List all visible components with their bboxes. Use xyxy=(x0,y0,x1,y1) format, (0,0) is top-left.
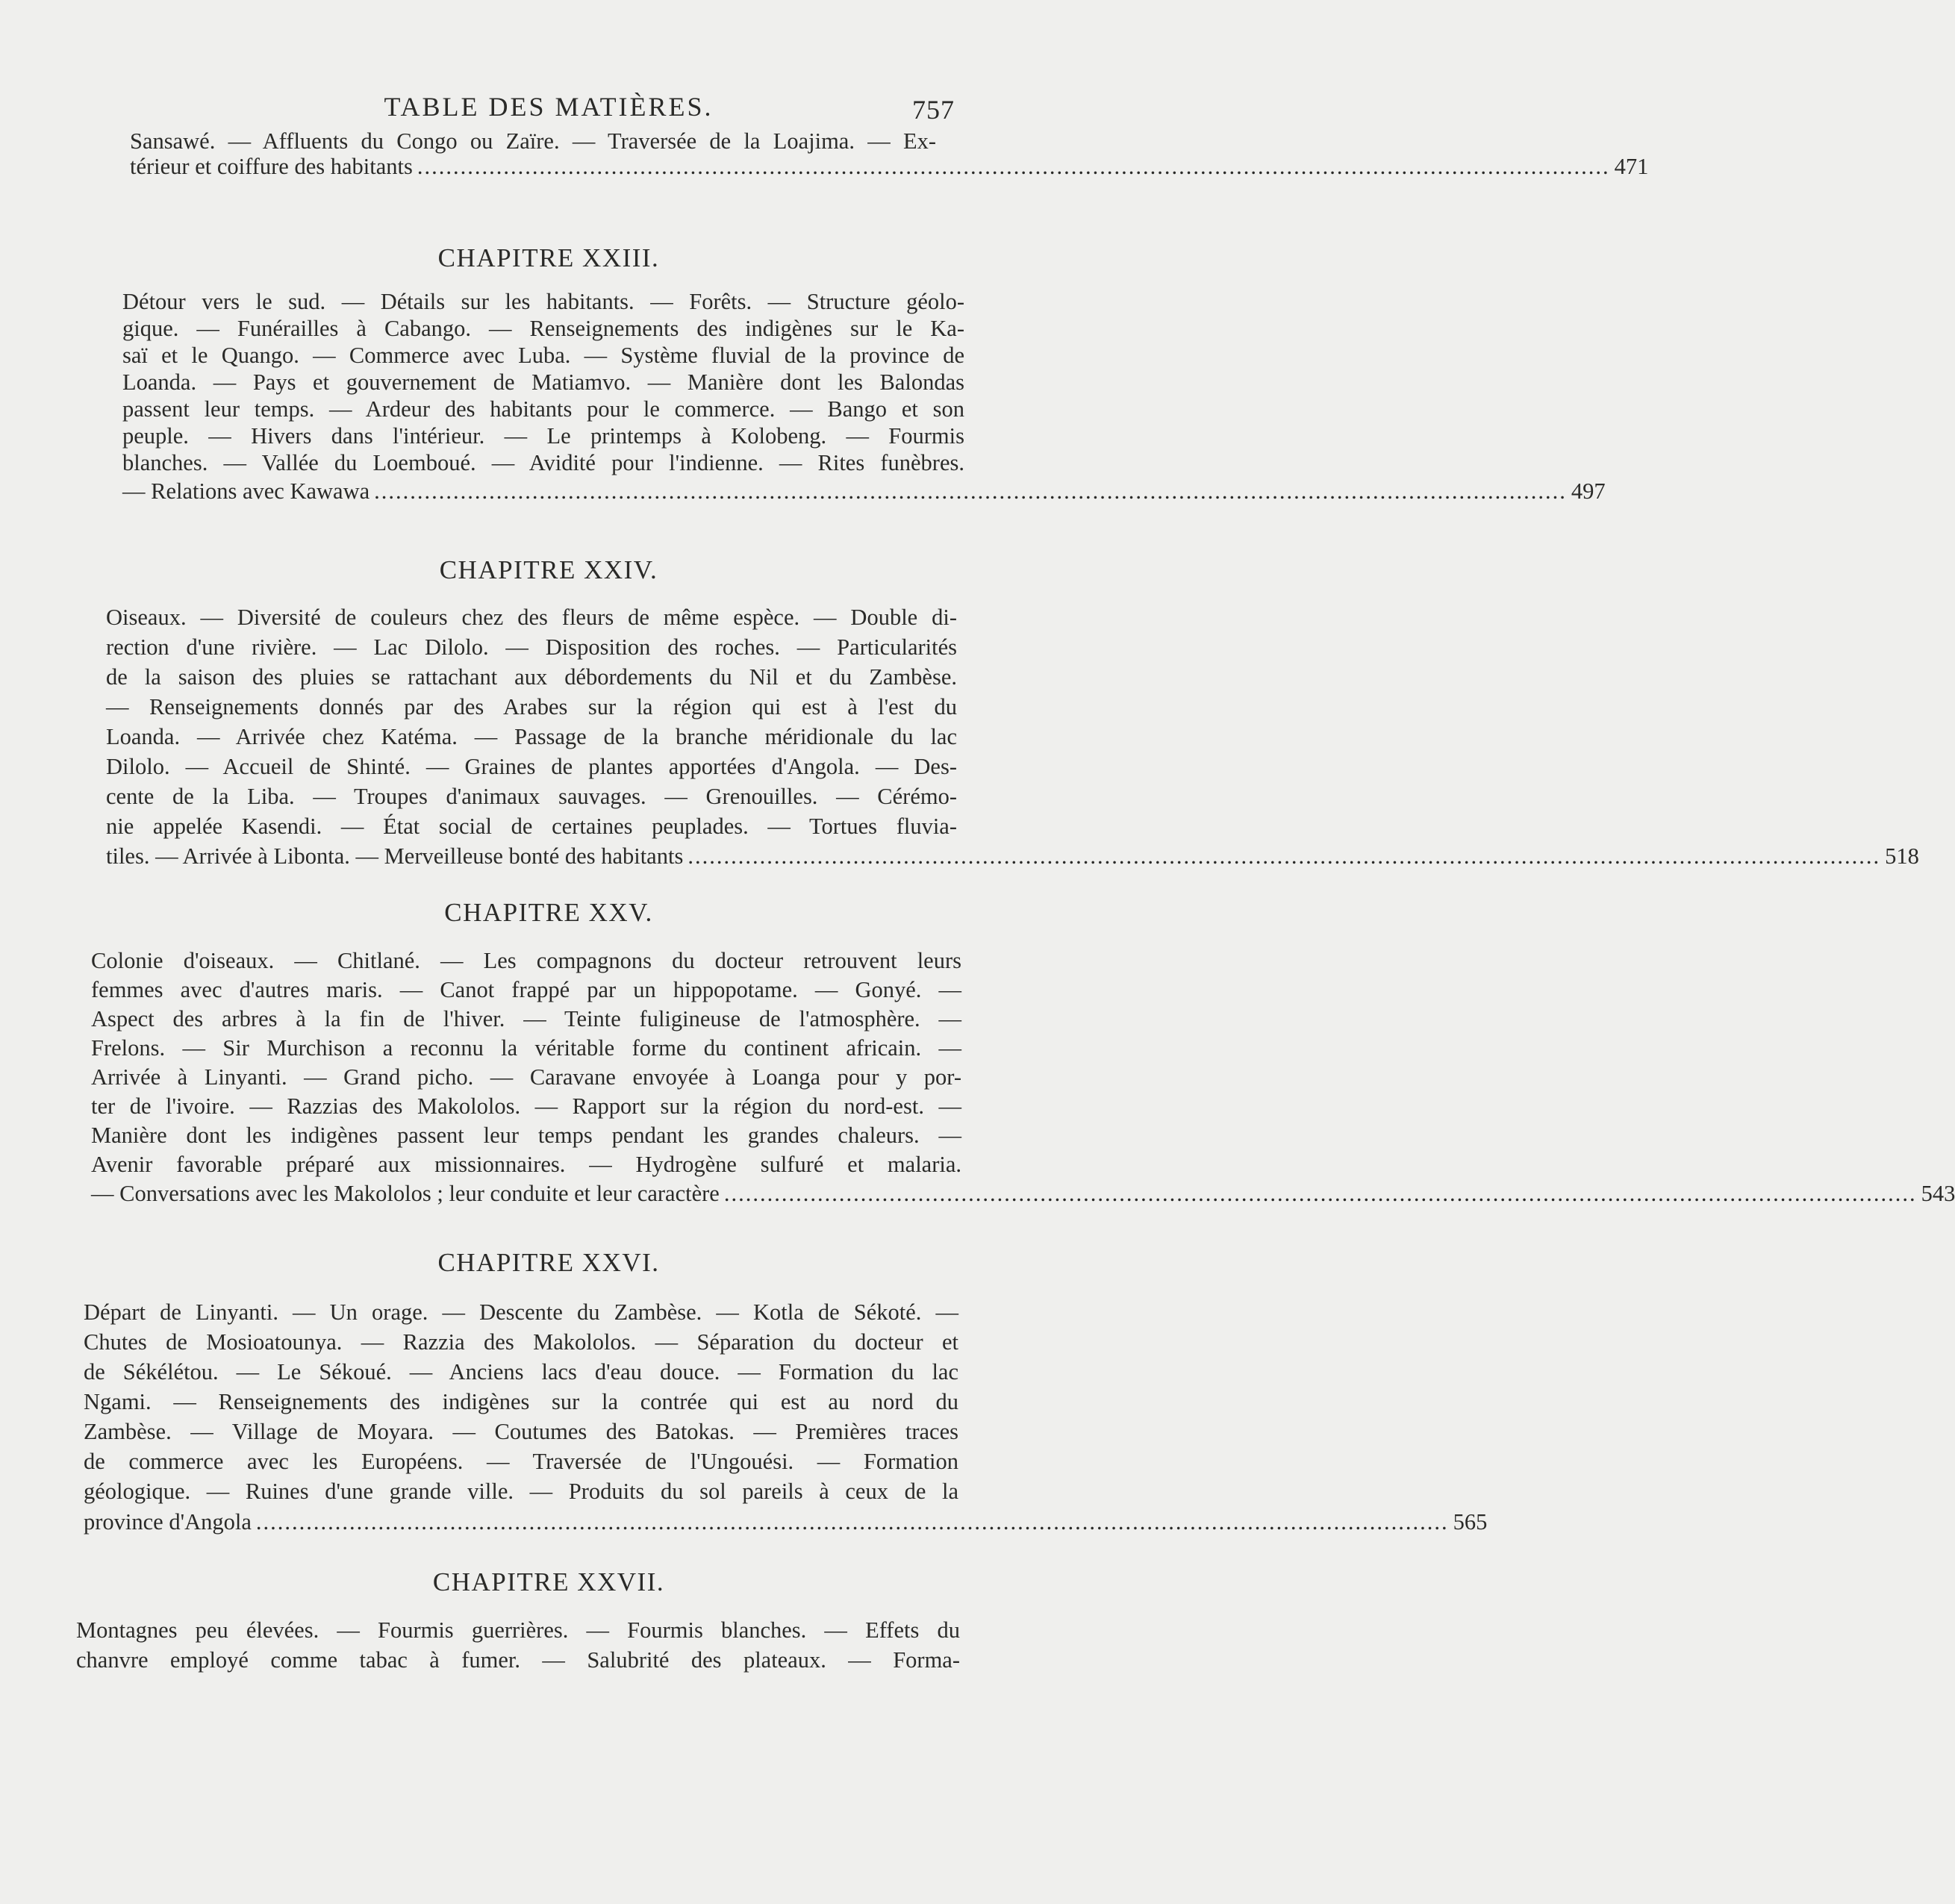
entry-line: Loanda. — Pays et gouvernement de Matiamvo. — Manière dont les Balondas xyxy=(122,369,964,395)
entry-line: gique. — Funérailles à Cabango. — Renseignements des indigènes sur le Ka- xyxy=(122,316,964,341)
entry-line: de la saison des pluies se rattachant aux débordements du Nil et du Zambèse. xyxy=(106,664,957,690)
entry-page-number: 565 xyxy=(1453,1509,1488,1535)
dot-leader: ...................................................................................................................................................................... xyxy=(374,478,1567,504)
entry-line: ter de l'ivoire. — Razzias des Makololos. — Rapport sur la région du nord-est. — xyxy=(91,1093,961,1119)
entry-line: Frelons. — Sir Murchison a reconnu la véritable forme du continent africain. — xyxy=(91,1035,961,1061)
entry-line: Montagnes peu élevées. — Fourmis guerrières. — Fourmis blanches. — Effets du xyxy=(76,1617,960,1643)
entry-line: nie appelée Kasendi. — État social de certaines peuplades. — Tortues fluvia- xyxy=(106,814,957,839)
dot-leader: ...................................................................................................................................................................... xyxy=(417,154,1610,179)
entry-line: Colonie d'oiseaux. — Chitlané. — Les compagnons du docteur retrouvent leurs xyxy=(91,948,961,973)
entry-line: Oiseaux. — Diversité de couleurs chez des fleurs de même espèce. — Double di- xyxy=(106,605,957,630)
entry-line: — Renseignements donnés par des Arabes sur la région qui est à l'est du xyxy=(106,694,957,720)
entry-last-line xyxy=(130,154,1649,180)
entry-last-line xyxy=(91,1181,1955,1207)
chapter-heading: CHAPITRE XXIII. xyxy=(437,243,660,272)
entry-line: Dilolo. — Accueil de Shinté. — Graines de plantes apportées d'Angola. — Des- xyxy=(106,754,957,779)
entry-line: de Sékélétou. — Le Sékoué. — Anciens lacs d'eau douce. — Formation du lac xyxy=(84,1359,958,1385)
entry-line: passent leur temps. — Ardeur des habitants pour le commerce. — Bango et son xyxy=(122,396,964,422)
chapter-heading: CHAPITRE XXV. xyxy=(444,898,653,927)
chapter-heading: CHAPITRE XXVII. xyxy=(432,1567,665,1596)
entry-line: Avenir favorable préparé aux missionnaires. — Hydrogène sulfuré et malaria. xyxy=(91,1152,961,1177)
entry-line: géologique. — Ruines d'une grande ville. — Produits du sol pareils à ceux de la xyxy=(84,1479,958,1504)
entry-line: Aspect des arbres à la fin de l'hiver. — Teinte fuligineuse de l'atmosphère. — xyxy=(91,1006,961,1031)
dot-leader: ...................................................................................................................................................................... xyxy=(687,843,1881,869)
entry-page-number: 518 xyxy=(1885,843,1919,869)
entry-line: blanches. — Vallée du Loemboué. — Avidité pour l'indienne. — Rites funèbres. xyxy=(122,450,964,475)
dot-leader: ...................................................................................................................................................................... xyxy=(255,1509,1449,1535)
entry-page-number: 543 xyxy=(1921,1181,1955,1206)
entry-line-text: tiles. — Arrivée à Libonta. — Merveilleuse bonté des habitants xyxy=(106,843,684,869)
entry-line: Sansawé. — Affluents du Congo ou Zaïre. — Traversée de la Loajima. — Ex- xyxy=(130,128,936,154)
entry-line-text: térieur et coiffure des habitants xyxy=(130,154,413,179)
entry-last-line xyxy=(106,843,1919,870)
chapter-heading: CHAPITRE XXIV. xyxy=(439,555,658,584)
running-head: TABLE DES MATIÈRES. xyxy=(384,92,714,122)
entry-line: femmes avec d'autres maris. — Canot frappé par un hippopotame. — Gonyé. — xyxy=(91,977,961,1002)
dot-leader: ...................................................................................................................................................................... xyxy=(723,1181,1917,1206)
entry-line: Manière dont les indigènes passent leur temps pendant les grandes chaleurs. — xyxy=(91,1123,961,1148)
entry-line: Chutes de Mosioatounya. — Razzia des Makololos. — Séparation du docteur et xyxy=(84,1329,958,1355)
entry-last-line xyxy=(84,1509,1488,1535)
entry-page-number: 497 xyxy=(1571,478,1606,504)
entry-line: Arrivée à Linyanti. — Grand picho. — Caravane envoyée à Loanga pour y por- xyxy=(91,1064,961,1090)
entry-line: cente de la Liba. — Troupes d'animaux sauvages. — Grenouilles. — Cérémo- xyxy=(106,784,957,809)
entry-line: chanvre employé comme tabac à fumer. — Salubrité des plateaux. — Forma- xyxy=(76,1647,960,1673)
entry-line-text: — Conversations avec les Makololos ; leur conduite et leur caractère xyxy=(91,1181,720,1206)
entry-line: peuple. — Hivers dans l'intérieur. — Le printemps à Kolobeng. — Fourmis xyxy=(122,423,964,449)
entry-page-number: 471 xyxy=(1614,154,1649,179)
entry-line: Détour vers le sud. — Détails sur les habitants. — Forêts. — Structure géolo- xyxy=(122,289,964,314)
entry-line: saï et le Quango. — Commerce avec Luba. — Système fluvial de la province de xyxy=(122,343,964,368)
entry-line: Zambèse. — Village de Moyara. — Coutumes des Batokas. — Premières traces xyxy=(84,1419,958,1444)
entry-line: de commerce avec les Européens. — Traversée de l'Ungouési. — Formation xyxy=(84,1449,958,1474)
entry-line-text: — Relations avec Kawawa xyxy=(122,478,370,504)
entry-line: Départ de Linyanti. — Un orage. — Descente du Zambèse. — Kotla de Sékoté. — xyxy=(84,1299,958,1325)
entry-line-text: province d'Angola xyxy=(84,1509,252,1535)
entry-line: Loanda. — Arrivée chez Katéma. — Passage de la branche méridionale du lac xyxy=(106,724,957,749)
entry-line: rection d'une rivière. — Lac Dilolo. — Disposition des roches. — Particularités xyxy=(106,634,957,660)
entry-last-line xyxy=(122,478,1606,505)
entry-line: Ngami. — Renseignements des indigènes sur la contrée qui est au nord du xyxy=(84,1389,958,1414)
page-number: 757 xyxy=(912,95,955,125)
chapter-heading: CHAPITRE XXVI. xyxy=(437,1248,660,1277)
